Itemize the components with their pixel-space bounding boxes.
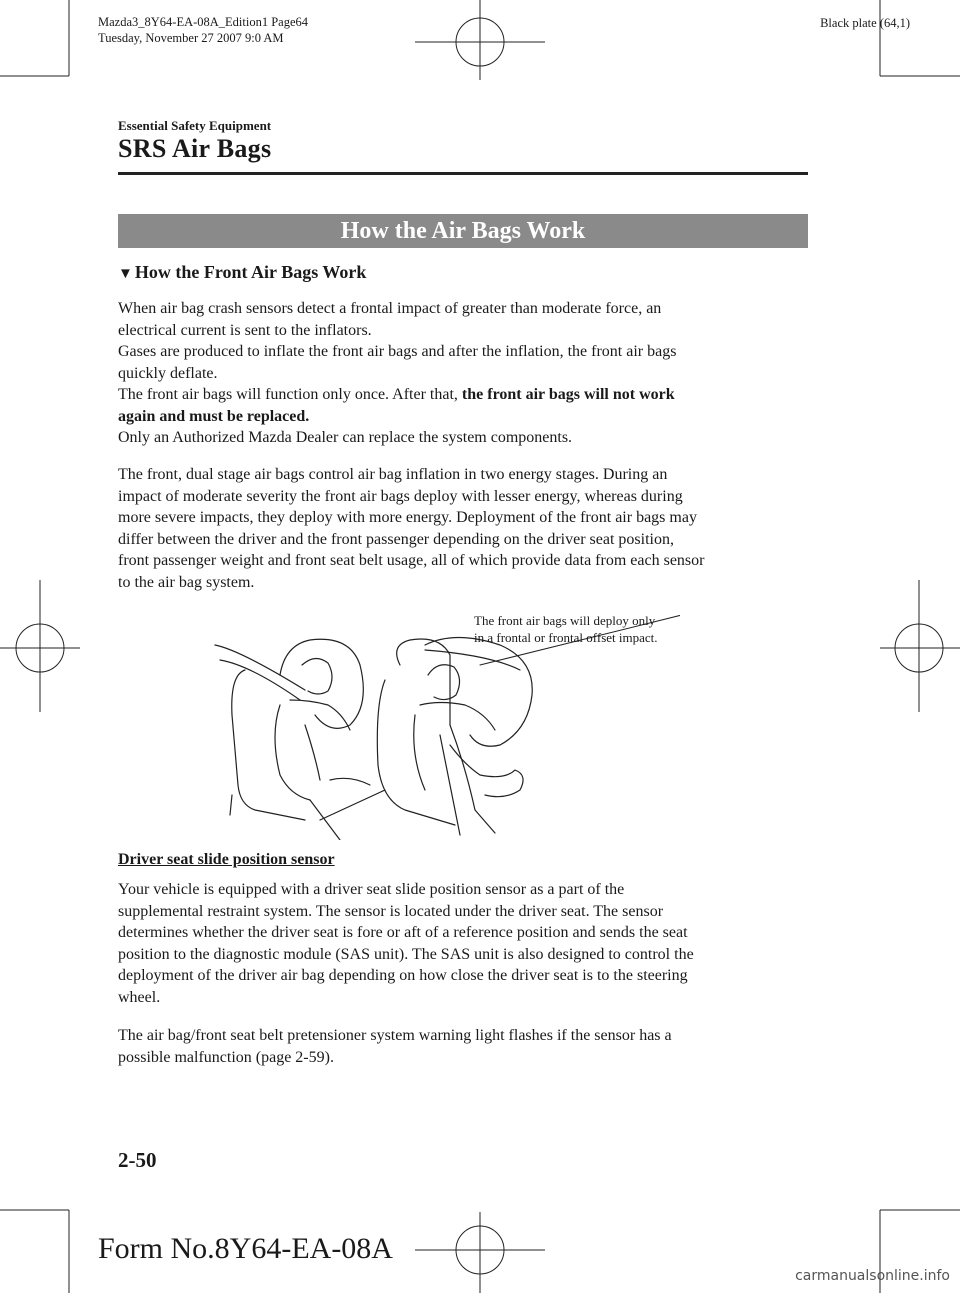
page-title: SRS Air Bags	[118, 134, 272, 163]
paragraph-line: differ between the driver and the front passenger depending on the driver seat position,	[118, 530, 674, 548]
paragraph-dual-stage	[118, 464, 818, 593]
paragraph-line: determines whether the driver seat is fore or aft of a reference position and sends the seat	[118, 924, 688, 941]
paragraph-line: electrical current is sent to the inflators.	[118, 321, 372, 339]
plate-label: Black plate (64,1)	[820, 16, 910, 30]
paragraph-line: quickly deflate.	[118, 364, 218, 382]
paragraph-line: Gases are produced to inflate the front air bags and after the inflation, the front air bags	[118, 343, 677, 360]
caption-line: The front air bags will deploy only	[474, 613, 656, 628]
section-banner: How the Air Bags Work	[118, 214, 808, 248]
paragraph-line: The air bag/front seat belt pretensioner system warning light flashes if the sensor has a	[118, 1027, 672, 1044]
triangle-bullet-icon: ▼	[118, 266, 133, 282]
caption-line: in a frontal or frontal offset impact.	[474, 630, 658, 645]
title-divider	[118, 172, 808, 175]
paragraph-line: Your vehicle is equipped with a driver seat slide position sensor as a part of the	[118, 881, 625, 898]
paragraph-line: to the air bag system.	[118, 573, 255, 591]
watermark: carmanualsonline.info	[795, 1268, 950, 1284]
paragraph-seat-sensor	[118, 879, 818, 1008]
print-timestamp: Tuesday, November 27 2007 9:0 AM	[98, 31, 284, 45]
section-label: Essential Safety Equipment	[118, 118, 272, 133]
form-number: Form No.8Y64-EA-08A	[98, 1232, 393, 1265]
paragraph-line	[118, 384, 818, 406]
paragraph-line: more severe impacts, they deploy with more energy. Deployment of the front air bags may	[118, 509, 697, 526]
paragraph-line: possible malfunction (page 2-59).	[118, 1048, 334, 1066]
paragraph-line: When air bag crash sensors detect a frontal impact of greater than moderate force, an	[118, 300, 662, 317]
page-number: 2-50	[118, 1148, 157, 1172]
paragraph-text: The front air bags will function only once. After that,	[118, 386, 462, 403]
paragraph-line: wheel.	[118, 988, 161, 1006]
print-file-info: Mazda3_8Y64-EA-08A_Edition1 Page64	[98, 15, 309, 29]
paragraph-line: The front, dual stage air bags control air bag inflation in two energy stages. During an	[118, 466, 668, 483]
paragraph-line: deployment of the driver air bag depending on how close the driver seat is to the steering	[118, 967, 688, 984]
illustration-caption	[474, 612, 658, 646]
subheading	[118, 262, 366, 283]
paragraph-line: supplemental restraint system. The sensor is located under the driver seat. The sensor	[118, 902, 664, 920]
paragraph-line: Only an Authorized Mazda Dealer can replace the system components.	[118, 429, 573, 446]
subheading-text: How the Front Air Bags Work	[134, 262, 367, 282]
paragraph-line: front passenger weight and front seat belt usage, all of which provide data from each sensor	[118, 552, 705, 569]
subheading-seat-sensor: Driver seat slide position sensor	[118, 851, 335, 868]
paragraph-warning-light	[118, 1025, 818, 1068]
paragraph-line: impact of moderate severity the front air bags deploy with lesser energy, whereas during	[118, 487, 683, 505]
paragraph-front-bags	[118, 298, 818, 449]
warning-text: the front air bags will not work	[461, 386, 675, 403]
warning-text: again and must be replaced.	[118, 407, 310, 425]
paragraph-line: position to the diagnostic module (SAS unit). The SAS unit is also designed to control the	[118, 945, 694, 963]
paragraph-line	[118, 406, 818, 428]
